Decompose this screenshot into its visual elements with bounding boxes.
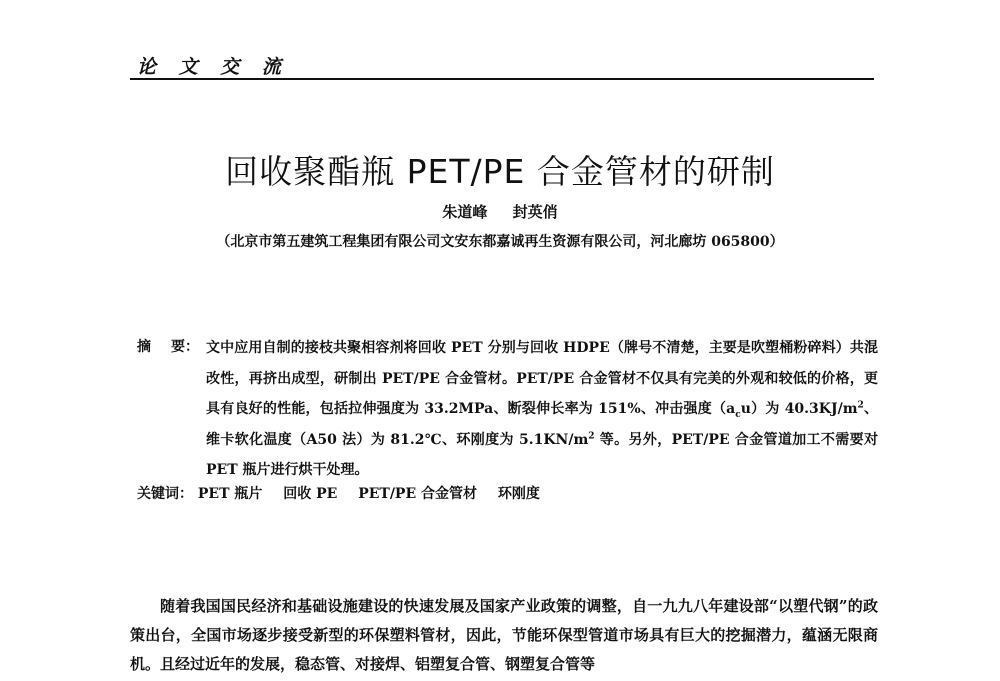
abstract-body — [206, 333, 878, 486]
keywords-label: 关键词： — [137, 486, 193, 502]
paper-affiliation: （北京市第五建筑工程集团有限公司文安东都嘉诚再生资源有限公司，河北廊坊 065800） — [216, 234, 784, 250]
abstract-text-1: 文中应用自制的接枝共聚相容剂将回收 PET 分别与回收 HDPE（牌号不清楚，主要是吹塑桶粉碎料）共混改性，再挤出成型，研制出 PET/PE 合金管材。PET/PE 合金管材不仅具有完美的外观和较低的价格，更具有良好的性能，包括拉伸强度为 33.2MPa、断裂伸长率为 151%、冲击强度（a — [206, 340, 878, 418]
keyword-item: PET/PE 合金管材 — [358, 486, 478, 502]
keyword-item: 回收 PE — [283, 486, 338, 502]
keyword-item: PET 瓶片 — [197, 486, 263, 502]
keywords — [137, 483, 556, 503]
paper-authors: 朱道峰 封英俏 — [442, 203, 558, 221]
abstract-text-2: u）为 40.3KJ/m — [740, 401, 858, 418]
abstract-sub-c: c — [735, 409, 741, 420]
abstract-text-3: 、维卡软化温度（A50 法）为 81.2℃、环刚度为 5.1KN/m — [206, 401, 879, 448]
paper-title: 回收聚酯瓶 PET/PE 合金管材的研制 — [225, 152, 775, 191]
abstract-sup-2b: 2 — [588, 431, 595, 442]
abstract-sup-2a: 2 — [857, 400, 864, 411]
keyword-item: 环刚度 — [497, 486, 540, 502]
body-paragraph: 随着我国国民经济和基础设施建设的快速发展及国家产业政策的调整，自一九九八年建设部“以塑代钢”的政策出台，全国市场逐步接受新型的环保塑料管材，因此，节能环保型管道市场具有巨大的挖掘潜力，蕴涵无限商机。且经过近年的发展，稳态管、对接焊、铝塑复合管、钢塑复合管等 — [130, 597, 878, 673]
abstract-label-b: 要： — [171, 339, 199, 355]
section-tag: 论 文 交 流 — [137, 56, 289, 78]
abstract-label-a: 摘 — [137, 339, 151, 355]
header-rule — [130, 78, 874, 80]
abstract-label — [137, 336, 199, 356]
abstract-text-4: 等。另外，PET/PE 合金管道加工不需要对 PET 瓶片进行烘干处理。 — [206, 431, 878, 479]
